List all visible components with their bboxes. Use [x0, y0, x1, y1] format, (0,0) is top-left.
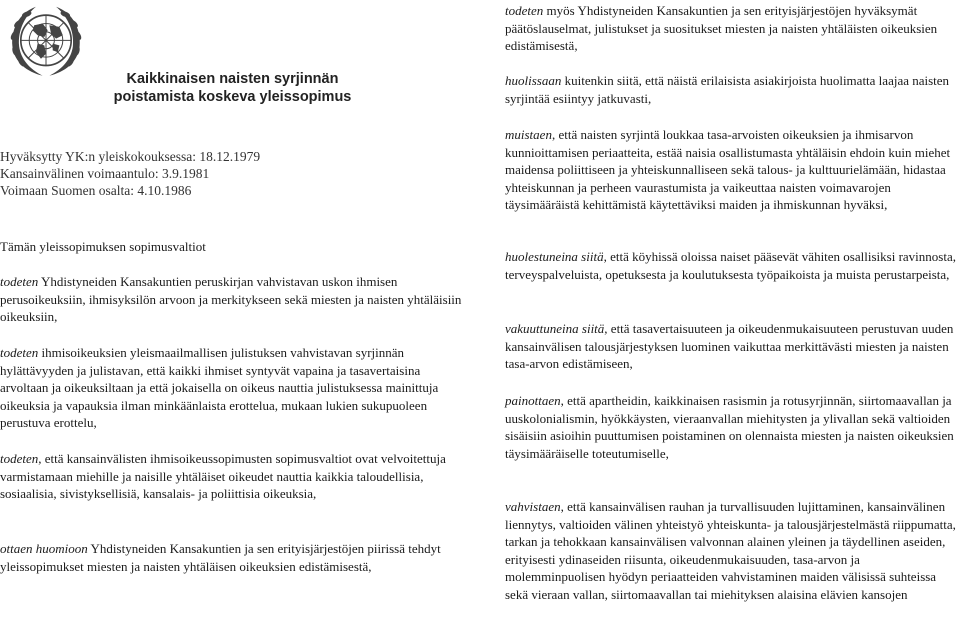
paragraph-lead: huolissaan [505, 73, 562, 88]
paragraph-text: myös Yhdistyneiden Kansakuntien ja sen erityisjärjestöjen hyväksymät päätöslauselmat, julistukset ja suositukset miesten ja naisten yhtäläisten oikeuksien edistämisestä, [505, 3, 938, 54]
paragraph-text: , että kansainvälisen rauhan ja turvallisuuden lujittaminen, kansainvälinen liennytys, valtioiden välinen yhteistyö yhteiskunta- ja talousjärjestelmästä riippumatta, tarkan ja tehokkaan kansainvälisen valvonnan alainen yleinen ja täydellinen aseiden, erityisesti ydinaseiden riisunta, oikeudenmukaisuuden, tasa-arvon ja molemminpuolisen hyödyn periaatteiden vahvistaminen maiden välisissä suhteissa sekä vieraan vallan, siirtomaavallan tai miehityksen alaisina elävien kansojen [505, 499, 956, 602]
intro-line: Tämän yleissopimuksen sopimusvaltiot [0, 239, 206, 254]
preamble-paragraph [0, 450, 470, 503]
info-international-entry: Kansainvälinen voimaantulo: 3.9.1981 [0, 166, 210, 181]
paragraph-lead: todeten [0, 451, 39, 466]
paragraph-text: Yhdistyneiden Kansakuntien peruskirjan vahvistavan uskon ihmisen perusoikeuksiin, ihmisyksilön arvoon ja merkitykseen sekä miesten ja naisten yhtäläisiin oikeuksiin, [0, 274, 462, 325]
paragraph-lead: todeten [0, 274, 39, 289]
paragraph-lead: vakuuttuneina siitä [505, 321, 605, 336]
title-line-1: Kaikkinaisen naisten syrjinnän [126, 71, 339, 87]
paragraph-text: ihmisoikeuksien yleismaailmallisen julistuksen vahvistavan syrjinnän hylättävyyden ja julistavan, että kaikki ihmiset syntyvät vapaina ja tasavertaisina arvoltaan ja oikeuksiltaan ja että jokaisella on oikeus nauttia julistuksessa mainittuja oikeuksia ja vapauksia ilman minkäänlaista erottelua, mukaan lukien sukupuoleen perustuva erottelu, [0, 345, 439, 431]
paragraph-text: , että tasavertaisuuteen ja oikeudenmukaisuuteen perustuvan uuden kansainvälisen talousjärjestyksen luominen vaikuttaa merkittävästi miesten ja naisten tasa-arvon edistämiseen, [505, 321, 954, 372]
un-emblem-logo [4, 0, 88, 84]
preamble-paragraph [505, 248, 957, 283]
paragraph-lead: todeten [505, 3, 544, 18]
preamble-paragraph [505, 498, 957, 604]
paragraph-lead: huolestuneina siitä [505, 249, 604, 264]
paragraph-lead: vahvistaen [505, 499, 561, 514]
preamble-paragraph [505, 72, 957, 107]
paragraph-lead: ottaen huomioon [0, 541, 88, 556]
paragraph-text: , että köyhissä oloissa naiset pääsevät vähiten osallisiksi ravinnosta, terveyspalveluista, opetuksesta ja koulutuksesta työpaikoista ja muista perustarpeista, [505, 249, 956, 282]
preamble-paragraph [505, 126, 957, 214]
title-line-2: poistamista koskeva yleissopimus [113, 89, 352, 105]
preamble-paragraph [0, 540, 470, 575]
paragraph-text: Yhdistyneiden Kansakuntien ja sen erityisjärjestöjen piirissä tehdyt yleissopimukset miesten ja naisten yhtäläisen oikeuksien edistämisestä, [0, 541, 441, 574]
preamble-paragraph [505, 392, 957, 462]
preamble-paragraph [0, 344, 470, 432]
paragraph-text: , että naisten syrjintä loukkaa tasa-arvoisten oikeuksien ja ihmisarvon kunnioittamisen periaatteita, estää naisia osallistumasta yhtäläisin ehdoin kuin miehet maidensa poliittiseen ja yhteiskunnalliseen sekä talous- ja kulttuurielämään, hidastaa yhteiskunnan ja perheen vaurastumista ja vaikeuttaa naisten voimavarojen täysimääräistä kehittämistä käytettäviksi maiden ja ihmiskunnan hyväksi, [505, 127, 951, 213]
info-finland-entry: Voimaan Suomen osalta: 4.10.1986 [0, 183, 192, 198]
paragraph-lead: painottaen [505, 393, 561, 408]
document-title [95, 70, 370, 106]
preamble-paragraph [505, 320, 957, 373]
paragraph-lead: todeten [0, 345, 39, 360]
paragraph-text: , että apartheidin, kaikkinaisen rasismin ja rotusyrjinnän, siirtomaavallan ja uuskolonialismin, hyökkäysten, vieraanvallan miehitysten ja ylivallan sekä valtioiden sisäisiin asioihin puuttumisen poistaminen on olennaista miesten ja naisten oikeuksien täysimääräiselle toteutumiselle, [505, 393, 954, 461]
preamble-paragraph [0, 273, 470, 326]
preamble-paragraph [505, 2, 957, 55]
adoption-info [0, 148, 470, 199]
paragraph-text: , että kansainvälisten ihmisoikeussopimusten sopimusvaltiot ovat velvoitettuja varmistamaan miehille ja naisille yhtäläiset oikeudet nauttia kaikkia taloudellisia, sosiaalisia, sivistyksellisiä, kansalais- ja poliittisia oikeuksia, [0, 451, 446, 502]
paragraph-lead: muistaen [505, 127, 552, 142]
info-adopted: Hyväksytty YK:n yleiskokouksessa: 18.12.1979 [0, 149, 261, 164]
paragraph-text: kuitenkin siitä, että näistä erilaisista asiakirjoista huolimatta laajaa naisten syrjintää esiintyy jatkuvasti, [505, 73, 950, 106]
